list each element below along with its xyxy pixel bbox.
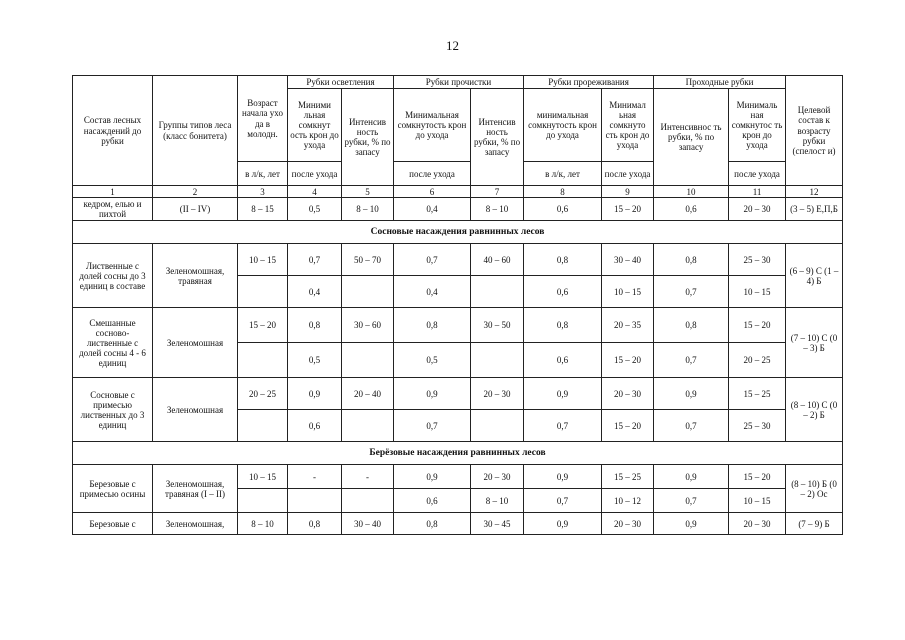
cell-value: 0,5 [288, 343, 342, 378]
cell-value: 0,7 [654, 276, 729, 308]
cell-value: 0,7 [288, 244, 342, 276]
cell-value: 0,9 [654, 513, 729, 535]
cell-value: 20 – 30 [471, 465, 524, 489]
cell-value: 0,8 [394, 513, 471, 535]
cell-forest-type: Зеленомошная [153, 378, 238, 442]
cell-value: 0,9 [654, 465, 729, 489]
cell-value: - [342, 465, 394, 489]
section-title-birch: Берёзовые насаждения равнинных лесов [73, 442, 843, 465]
cell-value [288, 489, 342, 513]
header-c8-sub: в л/к, лет [524, 162, 602, 186]
cell-value: 8 – 10 [238, 513, 288, 535]
cell-composition: кедром, елью и пихтой [73, 198, 153, 221]
cell-value: 30 – 45 [471, 513, 524, 535]
cell-composition: Березовые с [73, 513, 153, 535]
column-numbers-row [73, 186, 843, 198]
cell-value [238, 489, 288, 513]
silviculture-table [72, 75, 843, 535]
cell-value: 20 – 35 [602, 308, 654, 343]
cell-value: 8 – 10 [471, 198, 524, 221]
cell-value: 20 – 30 [729, 198, 786, 221]
cell-forest-type: Зеленомошная, травяная [153, 244, 238, 308]
cell-value: 20 – 25 [729, 343, 786, 378]
cell-value [471, 343, 524, 378]
header-c11: Минималь ная сомкнутос ть крон до ухода [729, 89, 786, 162]
header-start-age: Возраст начала ухо да в молодн. [238, 76, 288, 162]
col-number: 2 [153, 186, 238, 198]
cell-value: 10 – 15 [729, 276, 786, 308]
cell-value: 25 – 30 [729, 410, 786, 442]
header-c10: Интенсивнос ть рубки, % по запасу [654, 89, 729, 186]
cell-value: 10 – 12 [602, 489, 654, 513]
cell-value: 0,8 [288, 308, 342, 343]
cell-value [238, 410, 288, 442]
cell-value: 20 – 30 [729, 513, 786, 535]
cell-value: 0,9 [394, 465, 471, 489]
header-c8: минимальная сомкнутость крон до ухода [524, 89, 602, 162]
table-row [73, 244, 843, 276]
cell-target: (3 – 5) Е,П,Б [786, 198, 843, 221]
section-title-pine: Сосновые насаждения равнинных лесов [73, 221, 843, 244]
col-number: 11 [729, 186, 786, 198]
header-c4-sub: после ухода [288, 162, 342, 186]
cell-value: 0,6 [654, 198, 729, 221]
cell-value: 0,9 [524, 513, 602, 535]
table-row [73, 465, 843, 489]
header-c3-unit: в л/к, лет [238, 162, 288, 186]
cell-value: 30 – 40 [602, 244, 654, 276]
cell-value: 10 – 15 [729, 489, 786, 513]
cell-value: 15 – 25 [729, 378, 786, 410]
table-row [73, 513, 843, 535]
cell-value: 15 – 20 [602, 198, 654, 221]
col-number: 5 [342, 186, 394, 198]
cell-value: 20 – 40 [342, 378, 394, 410]
cell-value: 15 – 20 [602, 410, 654, 442]
cell-value: 10 – 15 [238, 465, 288, 489]
cell-value: 0,7 [394, 410, 471, 442]
cell-value: 0,4 [288, 276, 342, 308]
cell-value: 20 – 30 [602, 378, 654, 410]
header-c7: Интенсив ность рубки, % по запасу [471, 89, 524, 186]
cell-value: 25 – 30 [729, 244, 786, 276]
table-row [73, 198, 843, 221]
cell-value: 10 – 15 [238, 244, 288, 276]
cell-composition: Сосновые с примесью лиственных до 3 единиц [73, 378, 153, 442]
cell-value: 0,9 [524, 378, 602, 410]
col-number: 12 [786, 186, 843, 198]
cell-composition: Смешанные сосново-лиственные с долей сосны 4 - 6 единиц [73, 308, 153, 378]
cell-value: 15 – 25 [602, 465, 654, 489]
header-c6-sub: после ухода [394, 162, 471, 186]
header-composition: Состав лесных насаждений до рубки [73, 76, 153, 186]
cell-value: 0,8 [394, 308, 471, 343]
cell-value: 30 – 60 [342, 308, 394, 343]
col-number: 4 [288, 186, 342, 198]
cell-forest-type: Зеленомошная [153, 308, 238, 378]
cell-value: 0,8 [524, 244, 602, 276]
header-c6: Минимальная сомкнутость крон до ухода [394, 89, 471, 162]
cell-target: (7 – 10) С (0 – 3) Б [786, 308, 843, 378]
cell-value [471, 410, 524, 442]
cell-value [342, 410, 394, 442]
cell-value: - [288, 465, 342, 489]
cell-value: 0,5 [288, 198, 342, 221]
cell-value: 30 – 40 [342, 513, 394, 535]
col-number: 9 [602, 186, 654, 198]
col-number: 7 [471, 186, 524, 198]
cell-forest-type: Зеленомошная, [153, 513, 238, 535]
cell-value: 0,9 [288, 378, 342, 410]
table-row [73, 378, 843, 410]
cell-value: 15 – 20 [238, 308, 288, 343]
col-number: 1 [73, 186, 153, 198]
cell-value: 0,8 [654, 244, 729, 276]
cell-value: 50 – 70 [342, 244, 394, 276]
col-number: 10 [654, 186, 729, 198]
cell-value: 8 – 10 [342, 198, 394, 221]
cell-forest-type: (II – IV) [153, 198, 238, 221]
cell-value: 0,6 [394, 489, 471, 513]
cell-value: 0,7 [524, 489, 602, 513]
cell-value: 0,8 [524, 308, 602, 343]
section-row [73, 221, 843, 244]
cell-value [471, 276, 524, 308]
cell-target: (6 – 9) С (1 – 4) Б [786, 244, 843, 308]
cell-value [342, 343, 394, 378]
cell-value [238, 343, 288, 378]
cell-value: 20 – 30 [602, 513, 654, 535]
cell-value: 0,4 [394, 276, 471, 308]
cell-value [342, 489, 394, 513]
cell-value: 30 – 50 [471, 308, 524, 343]
cell-target: (8 – 10) Б (0 – 2) Ос [786, 465, 843, 513]
cell-value: 0,6 [524, 343, 602, 378]
cell-value: 0,9 [524, 465, 602, 489]
cell-value: 8 – 10 [471, 489, 524, 513]
cell-forest-type: Зеленомошная, травяная (I – II) [153, 465, 238, 513]
cell-value: 20 – 30 [471, 378, 524, 410]
header-c11-sub: после ухода [729, 162, 786, 186]
col-number: 6 [394, 186, 471, 198]
cell-value: 0,7 [654, 489, 729, 513]
header-c5: Интенсив ность рубки, % по запасу [342, 89, 394, 186]
cell-value: 40 – 60 [471, 244, 524, 276]
cell-value: 0,8 [288, 513, 342, 535]
cell-value: 0,6 [288, 410, 342, 442]
cell-value: 0,7 [524, 410, 602, 442]
cell-target: (7 – 9) Б [786, 513, 843, 535]
header-group-passage: Проходные рубки [654, 76, 786, 89]
header-c4: Миними льная сомкнут ость крон до ухода [288, 89, 342, 162]
header-c9: Минимал ьная сомкнуто сть крон до ухода [602, 89, 654, 162]
page-number: 12 [446, 38, 459, 53]
cell-value: 0,9 [394, 378, 471, 410]
cell-value: 0,8 [654, 308, 729, 343]
cell-value: 0,9 [654, 378, 729, 410]
header-group-clearing: Рубки осветления [288, 76, 394, 89]
cell-value: 0,7 [394, 244, 471, 276]
section-row [73, 442, 843, 465]
header-group-thinning: Рубки прореживания [524, 76, 654, 89]
cell-composition: Лиственные с долей сосны до 3 единиц в составе [73, 244, 153, 308]
cell-value: 15 – 20 [729, 465, 786, 489]
cell-value: 15 – 20 [602, 343, 654, 378]
cell-value: 10 – 15 [602, 276, 654, 308]
cell-composition: Березовые с примесью осины [73, 465, 153, 513]
cell-value: 8 – 15 [238, 198, 288, 221]
cell-value [238, 276, 288, 308]
cell-value: 0,4 [394, 198, 471, 221]
cell-value: 0,6 [524, 198, 602, 221]
cell-target: (8 – 10) С (0 – 2) Б [786, 378, 843, 442]
cell-value: 0,7 [654, 343, 729, 378]
cell-value: 0,6 [524, 276, 602, 308]
header-c9-sub: после ухода [602, 162, 654, 186]
cell-value: 0,7 [654, 410, 729, 442]
header-target-composition: Целевой состав к возрасту рубки (спелост и) [786, 76, 843, 186]
col-number: 3 [238, 186, 288, 198]
cell-value: 0,5 [394, 343, 471, 378]
table-row [73, 308, 843, 343]
header-group-cleaning: Рубки прочистки [394, 76, 524, 89]
cell-value: 20 – 25 [238, 378, 288, 410]
col-number: 8 [524, 186, 602, 198]
cell-value: 15 – 20 [729, 308, 786, 343]
cell-value [342, 276, 394, 308]
header-forest-type: Группы типов леса (класс бонитета) [153, 76, 238, 186]
